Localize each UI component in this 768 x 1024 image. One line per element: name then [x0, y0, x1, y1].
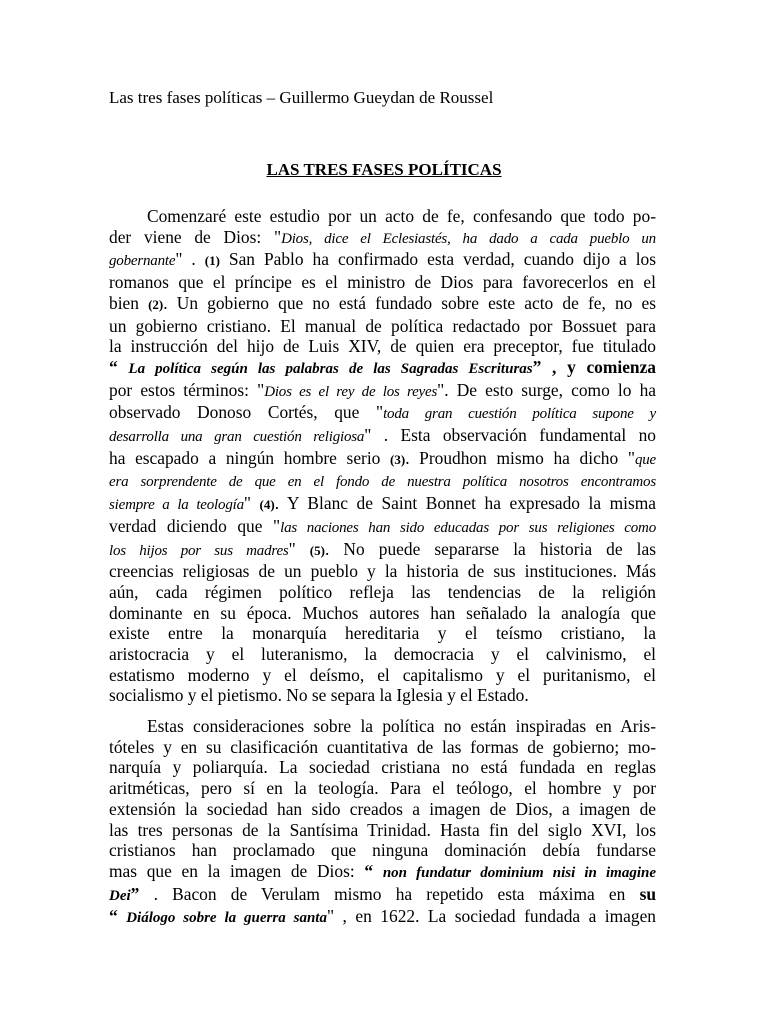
- footnote-ref: (1): [204, 253, 220, 269]
- paragraph-line: siempre a la teología" (4). Y Blanc de Saint Bonnet ha expresado la misma: [109, 493, 657, 514]
- paragraph-line: mas que en la imagen de Dios: “ non fundatur dominium nisi in imagine: [109, 860, 657, 881]
- paragraph-1: [109, 206, 656, 706]
- paragraph-line: romanos que el príncipe es el ministro de Dios para favorecerlos en el: [109, 272, 656, 293]
- paragraph-line: un gobierno cristiano. El manual de política redactado por Bossuet para: [109, 315, 656, 336]
- paragraph-line: narquía y poliarquía. La sociedad cristiana no está fundada en reglas: [109, 757, 656, 778]
- paragraph-line: verdad diciendo que "las naciones han sido educadas por sus religiones como: [109, 515, 656, 536]
- paragraph-line: dominante en su época. Muchos autores han señalado la analogía que: [109, 602, 656, 623]
- footnote-ref: (4): [259, 497, 275, 513]
- paragraph-line: aristocracia y el luteranismo, la democracia y el calvinismo, el: [109, 644, 656, 665]
- footnote-ref: (2): [148, 296, 164, 312]
- paragraph-line: aritméticas, pero sí en la teología. Para el teólogo, el hombre y por: [109, 778, 656, 799]
- paragraph-line: bien (2). Un gobierno que no está fundado sobre este acto de fe, no es: [109, 292, 656, 313]
- footnote-ref: (5): [309, 542, 325, 558]
- paragraph-line: por estos términos: "Dios es el rey de los reyes". De esto surge, como lo ha: [109, 379, 657, 400]
- paragraph-line: extensión la sociedad han sido creados a imagen de Dios, a imagen de: [109, 798, 656, 819]
- paragraph-line: desarrolla una gran cuestión religiosa" . Esta observación fundamental no: [109, 425, 656, 446]
- paragraph-line: Comenzaré este estudio por un acto de fe, confesando que todo po-: [147, 206, 656, 226]
- paragraph-line: los hijos por sus madres" (5). No puede separarse la historia de las: [109, 538, 656, 559]
- paragraph-line: ha escapado a ningún hombre serio (3). Proudhon mismo ha dicho "que: [109, 447, 656, 468]
- paragraph-line: gobernante" . (1) San Pablo ha confirmado esta verdad, cuando dijo a los: [109, 249, 656, 270]
- paragraph-line: “ Diálogo sobre la guerra santa" , en 1622. La sociedad fundada a imagen: [109, 906, 656, 927]
- paragraph-line: Estas consideraciones sobre la política no están inspiradas en Aris-: [147, 716, 656, 736]
- document-title: LAS TRES FASES POLÍTICAS: [266, 160, 502, 179]
- paragraph-line: cristianos han proclamado que ninguna dominación debía fundarse: [109, 840, 656, 861]
- paragraph-line: la instrucción del hijo de Luis XIV, de quien era preceptor, fue titulado: [109, 336, 656, 357]
- paragraph-line: observado Donoso Cortés, que "toda gran cuestión política supone y: [109, 402, 656, 423]
- paragraph-line: creencias religiosas de un pueblo y la historia de sus instituciones. Más: [109, 561, 656, 582]
- paragraph-2: [109, 716, 656, 929]
- paragraph-line: las tres personas de la Santísima Trinidad. Hasta fin del siglo XVI, los: [109, 819, 656, 840]
- paragraph-line: “ La política según las palabras de las Sagradas Escrituras” , y comienza: [109, 356, 657, 377]
- paragraph-line: der viene de Dios: "Dios, dice el Eclesiastés, ha dado a cada pueblo un: [109, 226, 656, 247]
- paragraph-line: existe entre la monarquía hereditaria y el teísmo cristiano, la: [109, 623, 656, 644]
- paragraph-line: aún, cada régimen político refleja las tendencias de la religión: [109, 581, 656, 602]
- paragraph-line: Dei” . Bacon de Verulam mismo ha repetido esta máxima en su: [109, 883, 657, 904]
- paragraph-line: tóteles y en su clasificación cuantitativa de las formas de gobierno; mo-: [109, 736, 656, 757]
- paragraph-line: socialismo y el pietismo. No se separa la Iglesia y el Estado.: [109, 685, 529, 706]
- paragraph-line: estatismo moderno y el deísmo, el capitalismo y el puritanismo, el: [109, 664, 656, 685]
- document-header: Las tres fases políticas – Guillermo Gueydan de Roussel: [109, 88, 494, 107]
- footnote-ref: (3): [390, 451, 406, 467]
- paragraph-line: era sorprendente de que en el fondo de nuestra política nosotros encontramos: [109, 474, 656, 491]
